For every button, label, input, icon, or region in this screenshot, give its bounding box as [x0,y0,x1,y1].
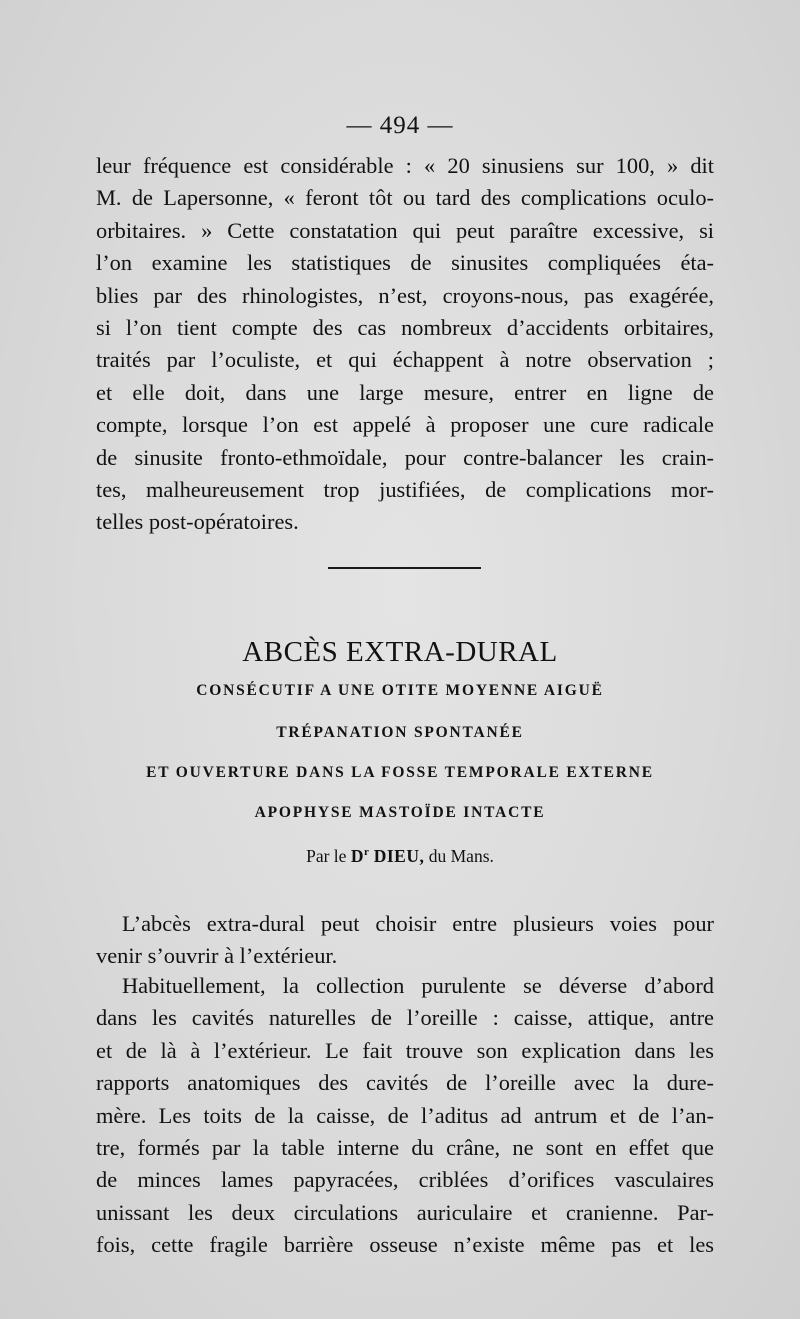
author-title-abbrev: D [350,846,364,866]
text-line: tre, formés par la table interne du crâne, ne sont en effet que [96,1135,714,1161]
text-line: unissant les deux circulations auriculaire et cranienne. Par- [96,1199,714,1225]
text-line: blies par des rhinologistes, n’est, croyons-nous, pas exagérée, [96,282,714,308]
page-number: — 494 — [346,112,454,139]
text-line: fois, cette fragile barrière osseuse n’existe même pas et les [96,1232,714,1258]
text-line: leur fréquence est considérable : « 20 sinusiens sur 100, » dit [96,153,714,178]
article-subtitle: ET OUVERTURE DANS LA FOSSE TEMPORALE EXTERNE [146,764,654,781]
author-title-sup: r [363,846,370,859]
author-title [351,846,370,866]
paragraph [96,970,714,1262]
byline-suffix: du Mans. [428,846,494,866]
paragraph [96,908,714,973]
text-line: mère. Les toits de la caisse, de l’aditus ad antrum et de l’an- [96,1102,714,1128]
text-line: de minces lames papyracées, criblées d’orifices vasculaires [96,1167,714,1193]
text-line: traités par l’oculiste, et qui échappent à notre observation ; [96,347,714,373]
text-line: tes, malheureusement trop justifiées, de complications mor- [96,477,714,503]
article-subtitle: APOPHYSE MASTOÏDE INTACTE [254,804,546,821]
byline-prefix: Par le [306,846,347,866]
text-line: telles post-opératoires. [96,509,299,535]
text-line: et de là à l’extérieur. Le fait trouve son explication dans les [96,1037,714,1063]
text-line: M. de Lapersonne, « feront tôt ou tard des complications oculo- [96,185,714,211]
text-line: l’on examine les statistiques de sinusites compliquées éta- [96,250,714,276]
text-line: de sinusite fronto-ethmoïdale, pour contre-balancer les crain- [96,444,714,470]
text-line: rapports anatomiques des cavités de l’oreille avec la dure- [96,1070,714,1096]
text-line: venir s’ouvrir à l’extérieur. [96,943,338,969]
text-line: dans les cavités naturelles de l’oreille : caisse, attique, antre [96,1005,714,1031]
article-subtitle: CONSÉCUTIF A UNE OTITE MOYENNE AIGUË [196,682,604,699]
text-line: si l’on tient compte des cas nombreux d’accidents orbitaires, [96,315,714,341]
author-name: DIEU, [373,846,425,866]
paragraph-continuation [96,150,714,539]
text-line: Habituellement, la collection purulente se déverse d’abord [122,973,714,998]
text-line: orbitaires. » Cette constatation qui peut paraître excessive, si [96,217,714,243]
author-byline [0,846,800,867]
article-subtitle: TRÉPANATION SPONTANÉE [276,724,524,741]
text-line: et elle doit, dans une large mesure, entrer en ligne de [96,379,714,405]
text-line: compte, lorsque l’on est appelé à proposer une cure radicale [96,412,714,438]
section-divider [328,567,481,569]
article-title: ABCÈS EXTRA-DURAL [242,636,558,668]
text-line: L’abcès extra-dural peut choisir entre plusieurs voies pour [122,911,714,936]
